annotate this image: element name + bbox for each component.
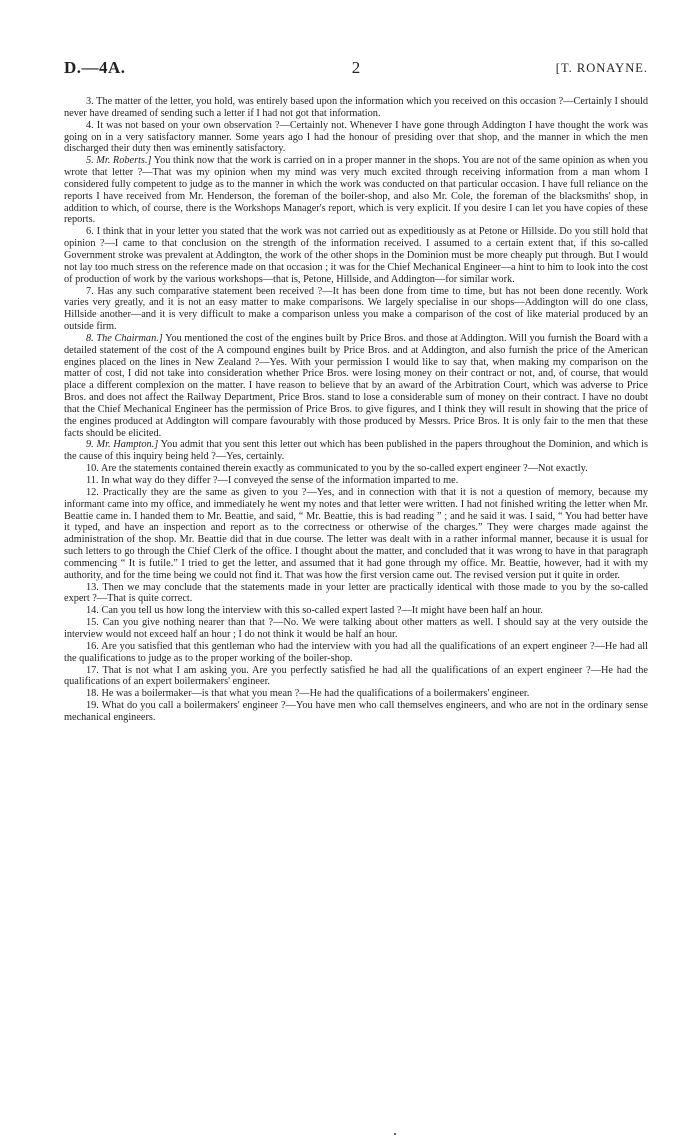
paragraph: 11. In what way do they differ ?—I conveyed the sense of the information imparted to me. xyxy=(86,475,459,486)
paragraph: 9. Mr. Hampton.] You admit that you sent this letter out which has been published in the papers throughout the Dominion, and which is the cause of this inquiry being held ?—Yes, certainly. xyxy=(64,439,648,463)
paragraph: 6. I think that in your letter you stated that the work was not carried out as expeditiously as at Petone or Hillside. Do you still hold that opinion ?—I came to that conclusion on the strength of the information received. I assumed to a certain extent that, if this so-called Government stroke was prevalent at Addington, the work of the other shops in the Dominion must be more cheaply put through. But I would not lay too much stress on the reference made on that occasion ; it was for the Chief Mechanical Engineer—a hint to him to look into the cost of production of work by the various workshops—that is, Petone, Hillside, and Addington—for similar work. xyxy=(64,226,648,285)
paragraph: 17. That is not what I am asking you. Are you perfectly satisfied he had all the qualifications of an expert engineer ?—He had the qualifications of an expert boilermakers' engineer. xyxy=(64,664,648,688)
witness-name: [T. RONAYNE. xyxy=(555,61,648,75)
paragraph: 15. Can you give nothing nearer than that ?—No. We were talking about other matters as well. I should say at the very outside the interview would not exceed half an hour ; I do not think it would be half an hour. xyxy=(64,617,648,640)
paragraph: 5. Mr. Roberts.] You think now that the work is carried on in a proper manner in the shops. You are not of the same opinion as when you wrote that letter ?—That was my opinion when my mind was very much excited through receiving information from a man whom I considered fully competent to judge as to the manner in which the work was conducted on that particular occasion. I have full reliance on the reports I have received from Mr. Henderson, the foreman of the boiler-shop, and also Mr. Cole, the foreman of the blacksmiths' shop, in addition to which, of course, there is the Workshops Manager's report, which is very explicit. If you desire I can let you have copies of these reports. xyxy=(64,155,648,226)
paragraph: 14. Can you tell us how long the interview with this so-called expert lasted ?—It might have been half an hour. xyxy=(86,605,543,617)
paragraph: 18. He was a boilermaker—is that what you mean ?—He had the qualifications of a boilermakers' engineer. xyxy=(86,688,530,700)
paragraph: 8. The Chairman.] You mentioned the cost of the engines built by Price Bros. and those at Addington. Will you furnish the Board with a detailed statement of the cost of the A compound engines built by Price Bros. and at Addington, and also furnish the price of the American engines placed on the lines in New Zealand ?—Yes. With your permission I would like to say that, when making my comparison on the matter of cost, I did not take into consideration whether Price Bros. were losing money on their contract or not, and, of course, that would place a different complexion on the matter. I have reason to believe that by an award of the Arbitration Court, which was adverse to Price Bros. and does not affect the Railway Department, Price Bros. stand to lose a considerable sum of money on their contract. I have no doubt that the Chief Mechanical Engineer has the permission of Price Bros. to give figures, and I think they will result in showing that the price of the engines produced at Addington will compare favourably with those produced by Messrs. Price Bros. It is only fair to the men that these facts should be elicited. xyxy=(64,332,648,439)
paragraph: 3. The matter of the letter, you hold, was entirely based upon the information which you received on this occasion ?—Certainly I should never have dreamed of sending such a letter if I had not got that information. xyxy=(64,96,648,119)
speaker-label: 5. Mr. Roberts.] xyxy=(86,155,152,167)
paragraph: 19. What do you call a boilermakers' engineer ?—You have men who call themselves engineers, and who are not in the ordinary sense mechanical engineers. xyxy=(64,700,648,723)
speaker-label: 8. The Chairman.] xyxy=(86,332,163,344)
paragraph: 7. Has any such comparative statement been received ?—It has been done from time to time, but has not been done recently. Work varies very greatly, and it is not an easy matter to make comparisons. We largely specialise in our shops—Addington will do one class, Hillside another—and it is very difficult to make a comparison unless you make a comparison of the cost of like material produced by an outside firm. xyxy=(64,285,648,333)
paragraph: 4. It was not based on your own observation ?—Certainly not. Whenever I have gone through Addington I have thought the work was going on in a very satisfactory manner. Some years ago I had the honour of presiding over that shop, and the manner in which the men discharged their duty then was eminently satisfactory. xyxy=(64,119,648,155)
paragraph: 16. Are you satisfied that this gentleman who had the interview with you had all the qualifications of an expert engineer ?—He had all the qualifications to judge as to the proper working of the boiler-shop. xyxy=(64,640,648,664)
document-code: D.—4A. xyxy=(64,58,126,77)
page-header xyxy=(64,58,648,82)
paragraph: 13. Then we may conclude that the statements made in your letter are practically identical with those made to you by the so-called expert ?—That is quite correct. xyxy=(64,581,648,605)
paragraph: 12. Practically they are the same as given to you ?—Yes, and in connection with that it is not a question of memory, because my informant came into my office, and immediately he went my notes and that letter were written. I had not finished writing the letter when Mr. Beattie came in. I handed them to Mr. Beattie, and said, “ Mr. Beattie, this is bad reading ” ; and he said it was. I said, “ You had better have it typed, and have an inspection and report as to the correctness or otherwise of the charges.” They were charges made against the administration of the shop. Mr. Beattie did that in due course. The letter was dealt with in a rather informal manner, because it is usual for such letters to go through the Chief Clerk of the office. I thought about the matter, and concluded that it was wrong to have in that paragraph commencing “ It is futile.” I tried to get the letter, and assumed that it had gone through my office. Mr. Beattie, however, had it with my authority, and for the time being we could not find it. That was how the first version came out. The revised version put it quite in order. xyxy=(64,486,648,581)
speaker-label: 9. Mr. Hampton.] xyxy=(86,439,159,451)
page-number: 2 xyxy=(351,58,361,77)
page-mark xyxy=(394,1133,396,1135)
document-body xyxy=(64,96,648,724)
paragraph: 10. Are the statements contained therein exactly as communicated to you by the so-called expert engineer ?—Not exactly. xyxy=(86,463,588,475)
